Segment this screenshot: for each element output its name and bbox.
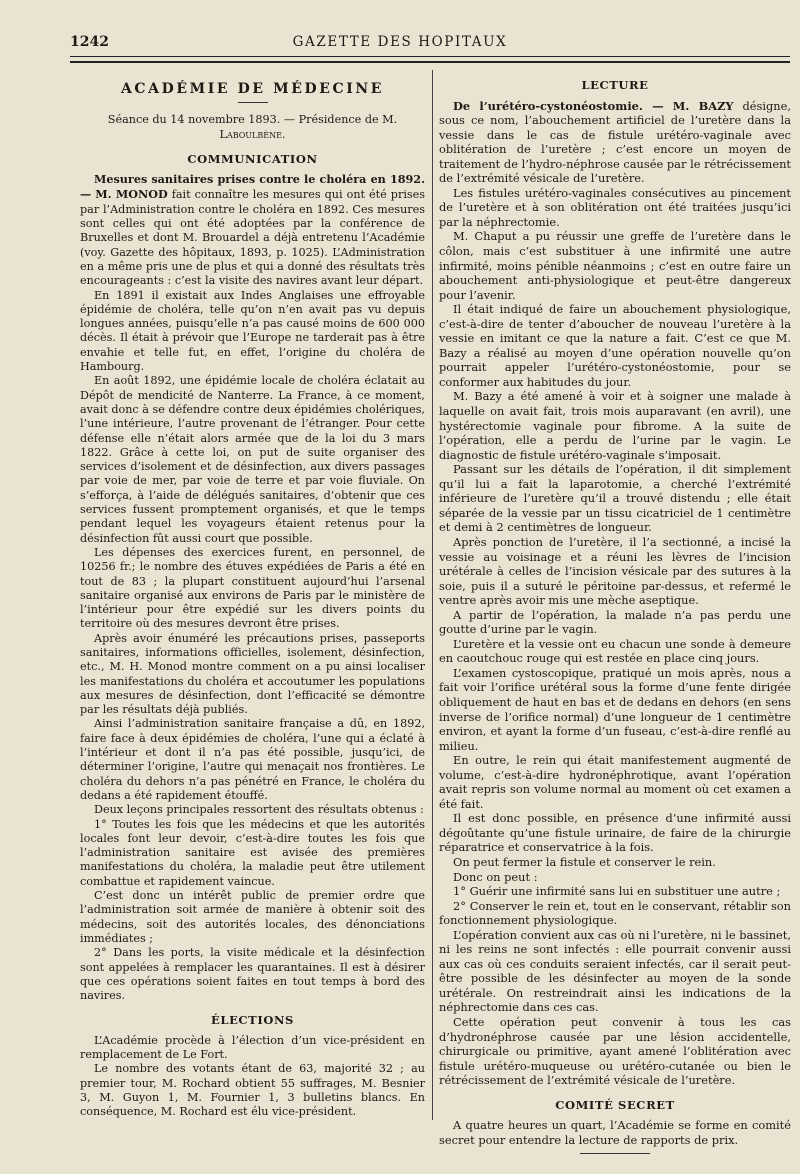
paragraph: C’est donc un intérêt public de premier ordre que l’administration soit armée de manière à obtenir soit des médecins, soit des autorités locales, des dénonciations immédiates ; [80,889,425,945]
running-head: GAZETTE DES HOPITAUX [292,34,508,50]
paragraph: A partir de l’opération, la malade n’a pas perdu une goutte d’urine par le vagin. [439,607,791,637]
left-column [80,70,425,1119]
seance-text: Séance du 14 novembre 1893. — Présidence de M. [107,113,398,127]
paragraph-text: désigne, sous ce nom, l’abouchement artificiel de l’uretère dans la vessie dans le cas de fistule urétéro-vaginale avec oblitération de l’uretère ; c’est encore un moyen de traitement de l’hydro-néphrose causée par le rétrécissement de l’extrémité vésicale de l’uretère. [439,98,791,186]
column-divider [432,70,433,1120]
paragraph: L’Académie procède à l’élection d’un vice-président en remplacement de Le Fort. [80,1033,425,1061]
right-column [439,70,791,1154]
communication-heading: COMMUNICATION [187,151,318,166]
elections-heading: ÉLECTIONS [211,1013,294,1028]
paragraph: Le nombre des votants étant de 63, majorité 32 ; au premier tour, M. Rochard obtient 55 suffrages, M. Besnier 3, M. Guyon 1, M. Fournier 1, 3 bulletins blancs. En conséquence, M. Rochard est élu vice-président. [80,1062,425,1119]
end-rule [580,1153,650,1154]
paragraph: Deux leçons principales ressortent des résultats obtenus : [94,803,424,817]
paragraph: Passant sur les détails de l’opération, il dit simplement qu’il lui a fait la laparotomie, a cherché l’extrémité inférieure de l’uretère qu’il a trouvé distendu ; elle était séparée de la vessie par un tissu cicatriciel de 1 centimètre et demi à 2 centimètres de longueur. [439,462,791,535]
paragraph: 2° Dans les ports, la visite médicale et la désinfection sont appelées à remplacer les quarantaines. Il est à désirer que ces opérations soient faites en tout temps à bord des navires. [80,946,425,1003]
seance-president: Laboulbène. [219,127,286,141]
paragraph: En outre, le rein qui était manifestement augmenté de volume, c’est-à-dire hydronéphrotique, avant l’opération avait repris son volume normal au moment où cet examen a été fait. [439,753,791,811]
paragraph: L’examen cystoscopique, pratiqué un mois après, nous a fait voir l’orifice urétéral sous la forme d’une fente dirigée obliquement de haut en bas et de dedans en dehors (en sens inverse de l’orifice normal) d’une longueur de 1 centimètre environ, et ayant la forme d’un fuseau, c’est-à-dire renflé au milieu. [439,665,791,753]
paragraph [80,172,425,288]
paragraph: En 1891 il existait aux Indes Anglaises une effroyable épidémie de choléra, telle qu’on n’en avait pas vu depuis longues années, puisqu’elle n’a pas causé moins de 600 000 décès. Il était à prévoir que l’Europe ne tarderait pas à être envahie et telle fut, en effet, l’origine du choléra de Hambourg. [80,288,425,374]
paragraph: En août 1892, une épidémie locale de choléra éclatait au Dépôt de mendicité de Nanterre. La France, à ce moment, avait donc à se défendre contre deux épidémies cholériques, l’une intérieure, l’autre provenant de l’étranger. Pour cette défense elle n’était alors armée que de la loi du 3 mars 1822. Grâce à cette loi, on put de suite organiser des services d’isolement et de désinfection, aux divers passages par voie de mer, par voie de terre et par voie fluviale. On s’efforça, à l’aide de délégués sanitaires, d’obtenir que ces services fussent promptement organisés, et que le temps pendant lequel les voyageurs étaient retenus pour la désinfection fût aussi court que possible. [80,374,425,545]
paragraph: Après ponction de l’uretère, il l’a sectionné, a incisé la vessie au voisinage et a réuni les lèvres de l’incision urétérale à celles de l’incision vésicale par des sutures à la soie, puis il a suturé le péritoine par-dessus, et refermé le ventre après avoir mis une mèche aseptique. [439,534,791,608]
paragraph: 1° Toutes les fois que les médecins et que les autorités locales font leur devoir, c’est-à-dire toutes les fois que l’administration sanitaire est avisée des premières manifestations du choléra, la maladie peut être utilement combattue et rapidement vaincue. [80,817,425,888]
section-title: ACADÉMIE DE MÉDECINE [120,81,385,97]
paragraph: M. Chaput a pu réussir une greffe de l’uretère dans le côlon, mais c’est substituer à une infirmité une autre infirmité, moins pénible néanmoins ; c’est en outre faire un abouchement anti-physiologique et peut-être dangereux pour l’avenir. [439,229,791,302]
paragraph: Les fistules urétéro-vaginales consécutives au pincement de l’uretère et à son oblitération ont été traitées jusqu’ici par la néphrectomie. [439,185,791,229]
paragraph: On peut fermer la fistule et conserver le rein. [453,854,716,869]
paragraph: M. Bazy a été amené à voir et à soigner une malade à laquelle on avait fait, trois mois auparavant (en avril), une hystérectomie vaginale pour fibrome. A la suite de l’opération, elle a perdu de l’urine par le vagin. Le diagnostic de fistule urétéro-vaginale s’imposait. [439,389,791,462]
page-number: 1242 [70,34,109,50]
paragraph: L’opération convient aux cas où ni l’uretère, ni le bassinet, ni les reins ne sont infectés : elle pourrait convenir aussi aux cas où ces conduits seraient infectés, car il serait peut-être possible de les désinfecter au moyen de la sonde urétérale. On restreindrait ainsi les indications de la néphrectomie dans ces cas. [439,927,791,1015]
article-title: Mesures sanitaires prises contre le choléra en 1892. — [80,172,425,202]
paragraph: Il était indiqué de faire un abouchement physiologique, c’est-à-dire de tenter d’aboucher de nouveau l’uretère à la vessie en imitant ce que la nature a fait. C’est ce que M. Bazy a réalisé au moyen d’une opération nouvelle qu’on pourrait appeler l’urétéro-cystonéostomie, pour se conformer aux habitudes du jour. [439,302,791,389]
paragraph: Cette opération peut convenir à tous les cas d’hydronéphrose causée par une lésion accidentelle, chirurgicale ou primitive, ayant amené l’oblitération avec fistule urétéro-muqueuse ou urétéro-cutanée ou bien le rétrécissement de l’extrémité vésicale de l’uretère. [439,1015,791,1088]
seance-line [80,113,425,142]
paragraph: Après avoir énuméré les précautions prises, passeports sanitaires, informations officielles, isolement, désinfection, etc., M. H. Monod montre comment on a pu ainsi localiser les manifestations du choléra et accoutumer les populations aux mesures de désinfection, dont l’efficacité se démontre par les résultats déjà publiés. [80,631,425,717]
header-rule [70,56,790,57]
paragraph: Il est donc possible, en présence d’une infirmité aussi dégoûtante qu’une fistule urinaire, de faire de la chirurgie réparatrice et conservatrice à la fois. [439,811,791,855]
article-author: M. MONOD [95,187,168,202]
paragraph: Les dépenses des exercices furent, en personnel, de 10256 fr.; le nombre des étuves expédiées de Paris a été en tout de 83 ; la plupart constituent aujourd’hui l’arsenal sanitaire organisé aux environs de Paris par le ministère de l’intérieur pour être expédié sur les divers points du territoire où des mesures devront être prises. [80,545,425,631]
paragraph: 1° Guérir une infirmité sans lui en substituer une autre ; [453,884,781,899]
paragraph: Donc on peut : [453,869,538,884]
title-rule [238,102,268,103]
article-title: De l’urétéro-cystonéostomie. — M. BAZY [453,98,734,113]
lecture-heading: LECTURE [581,78,649,92]
paragraph: L’uretère et la vessie ont eu chacun une sonde à demeure en caoutchouc rouge qui est restée en place cinq jours. [439,636,791,666]
paragraph: Ainsi l’administration sanitaire française a dû, en 1892, faire face à deux épidémies de choléra, l’une qui a éclaté à l’intérieur et dont il n’a pas été possible, jusqu’ici, de déterminer l’origine, l’autre qui menaçait nos frontières. Le choléra du dehors n’a pas pénétré en France, le choléra du dedans a été rapidement étouffé. [80,717,425,802]
header-rule-thick [70,61,790,63]
paragraph: A quatre heures un quart, l’Académie se forme en comité secret pour entendre la lecture de rapports de prix. [439,1118,791,1147]
paragraph-text: fait connaître les mesures qui ont été prises par l’Administration contre le choléra en 1892. Ces mesures sont celles qui ont été adoptées par la conférence de Bruxelles et dont M. Brouardel a déjà entretenu l’Académie (voy. Gazette des hôpitaux, 1893, p. 1025). L’Administration en a même pris une de plus et qui a donné des résultats très encourageants : c’est la visite des navires avant leur départ. [80,188,426,288]
comite-heading: COMITÉ SECRET [555,1097,675,1112]
paragraph [439,99,791,186]
paragraph: 2° Conserver le rein et, tout en le conservant, rétablir son fonctionnement physiologique. [439,898,791,928]
